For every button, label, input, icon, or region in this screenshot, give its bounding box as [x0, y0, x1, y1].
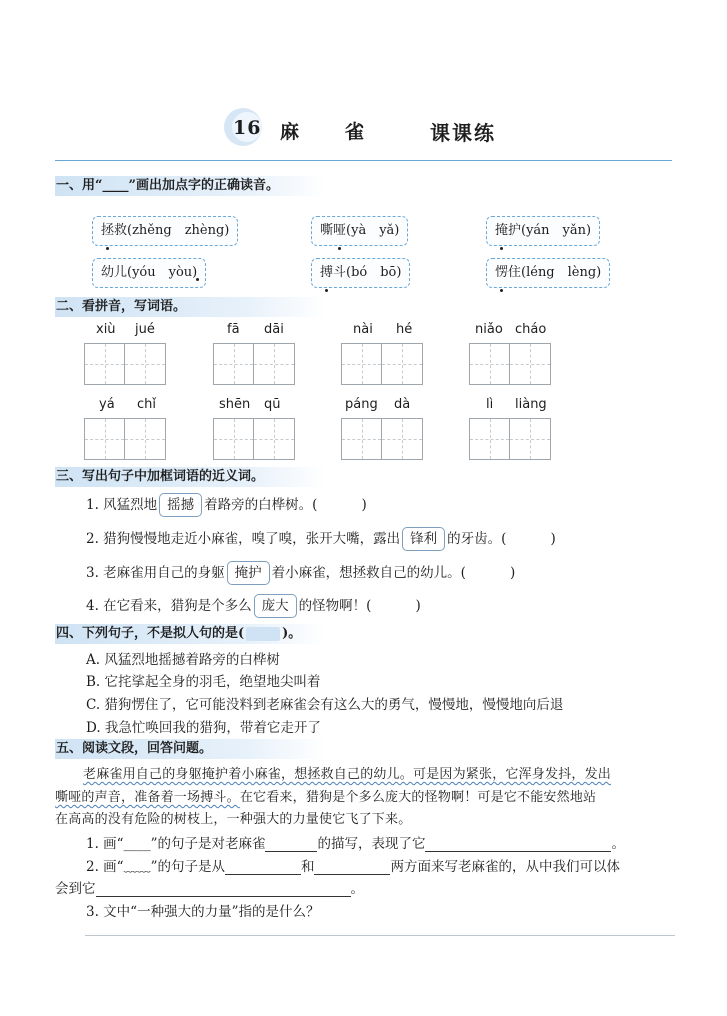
- writing-grid[interactable]: [469, 418, 551, 460]
- pinyin-4a: niǎo: [475, 322, 503, 337]
- answer-blank[interactable]: [314, 860, 390, 875]
- reading-question-1: [86, 832, 625, 852]
- pinyin-choice-item[interactable]: [486, 258, 610, 288]
- lesson-number: 16: [233, 117, 262, 139]
- pinyin-choice-item[interactable]: [486, 216, 600, 246]
- reading-question-2-cont: [55, 877, 364, 897]
- question-text: 4. 在它看来，猎狗是个多么: [86, 598, 252, 614]
- reading-question-2: [86, 855, 620, 875]
- pinyin-choice-item[interactable]: [311, 258, 410, 288]
- pinyin-5a: yá: [99, 397, 115, 412]
- section1-title-suffix: ”画出加点字的正确读音。: [128, 178, 279, 193]
- pinyin-6a: shēn: [219, 397, 251, 412]
- pinyin-4b: cháo: [515, 322, 547, 337]
- question-text: 的牙齿。(: [447, 531, 507, 547]
- question-text: 着路旁的白桦树。(: [204, 497, 318, 513]
- q-text: 1. 画“: [86, 836, 124, 852]
- q-text: 。: [611, 836, 625, 852]
- answer-blank[interactable]: [96, 882, 351, 897]
- section1-title-prefix: 一、用“: [56, 178, 103, 193]
- pinyin-7b: dà: [394, 397, 411, 412]
- q-text: ”的句子是从: [150, 859, 225, 875]
- header-divider: [55, 160, 672, 161]
- dotted-character: 拯: [101, 217, 114, 245]
- item-text-pre: 幼儿(yóu yòu): [101, 265, 198, 280]
- question-text: 2. 猎狗慢慢地走近小麻雀，嗅了嗅，张开大嘴，露出: [86, 531, 401, 547]
- q-text: 和: [300, 859, 315, 875]
- framed-word: 掩护: [227, 561, 270, 585]
- framed-word: 锋利: [402, 527, 445, 551]
- pinyin-1b: jué: [135, 322, 155, 337]
- pinyin-5b: chǐ: [137, 397, 156, 412]
- section4-title-pre: 四、下列句子，不是拟人句的是(: [56, 626, 245, 641]
- section4-title-post: )。: [282, 626, 302, 641]
- option-d[interactable]: D. 我急忙唤回我的猎狗，带着它走开了: [86, 720, 321, 736]
- pinyin-2b: dāi: [264, 322, 284, 337]
- pinyin-choice-item[interactable]: [92, 216, 238, 246]
- synonym-question-3: [86, 561, 515, 585]
- item-text-post: 斗(bó bō): [333, 265, 402, 280]
- writing-grid[interactable]: [213, 418, 295, 460]
- paren-close: ): [550, 531, 556, 547]
- answer-blank[interactable]: [425, 837, 611, 852]
- dotted-character: 掩: [495, 217, 508, 245]
- option-c[interactable]: C. 猎狗愣住了，它可能没料到老麻雀会有这么大的勇气，慢慢地，慢慢地向后退: [86, 697, 564, 713]
- item-text-post: (yà yǎ): [346, 223, 400, 238]
- wavy-mark: ﹏﹏: [123, 859, 151, 875]
- q-text: ”的句子是对老麻雀: [150, 836, 266, 852]
- pinyin-1a: xiù: [96, 322, 116, 337]
- framed-word: 摇撼: [159, 493, 202, 517]
- q-text: 2. 画“: [86, 859, 124, 875]
- synonym-question-4: [86, 594, 421, 618]
- answer-blank[interactable]: [225, 860, 301, 875]
- writing-grid[interactable]: [84, 343, 166, 385]
- dotted-character: 搏: [320, 259, 333, 287]
- choice-answer-slot[interactable]: [246, 627, 280, 641]
- lesson-kind: 课课练: [430, 121, 496, 145]
- section2-heading: 二、看拼音，写词语。: [55, 297, 326, 317]
- section3-heading: 三、写出句子中加框词语的近义词。: [55, 467, 326, 487]
- writing-grid[interactable]: [341, 418, 423, 460]
- paren-close: ): [361, 497, 367, 513]
- underline-mark: ____: [123, 836, 151, 852]
- passage-text: 在它看来，猎狗是个多么庞大的怪物啊！可是它不能安然地站: [239, 790, 597, 805]
- question-text: 3. 老麻雀用自己的身躯: [86, 565, 225, 581]
- q-text: 会到它: [55, 881, 96, 897]
- q-text: 两方面来写老麻雀的，从中我们可以体: [390, 859, 620, 875]
- section1-heading: [55, 176, 326, 196]
- framed-word: 庞大: [254, 594, 297, 618]
- question-text: 1. 风猛烈地: [86, 497, 158, 513]
- item-text-post: 住(léng lèng): [508, 265, 602, 280]
- item-text-post: 护(yán yǎn): [508, 223, 592, 238]
- dotted-character: 哑: [333, 217, 346, 245]
- writing-grid[interactable]: [84, 418, 166, 460]
- answer-blank[interactable]: [265, 837, 317, 852]
- question-text: 的怪物啊！(: [298, 598, 372, 614]
- synonym-question-1: [86, 493, 367, 517]
- pinyin-3a: nài: [353, 322, 373, 337]
- item-text-pre: 嘶: [320, 223, 334, 238]
- section1-title-mark: ____: [102, 178, 129, 193]
- pinyin-3b: hé: [396, 322, 413, 337]
- q-text: 。: [350, 881, 364, 897]
- passage-line-2: [55, 786, 596, 805]
- writing-grid[interactable]: [213, 343, 295, 385]
- pinyin-8b: liàng: [515, 397, 547, 412]
- paren-close: ): [509, 565, 516, 581]
- option-b[interactable]: B. 它挓挲起全身的羽毛，绝望地尖叫着: [86, 674, 321, 690]
- writing-grid[interactable]: [341, 343, 423, 385]
- pinyin-2a: fā: [227, 322, 240, 337]
- pinyin-6b: qū: [264, 397, 281, 412]
- section4-heading: [55, 624, 326, 644]
- synonym-question-2: [86, 527, 556, 551]
- passage-text: 老麻雀用自己的身躯掩护着小麻雀，想拯救自己的幼儿。可是因为紧张，它浑身发抖，发出: [83, 767, 612, 782]
- pinyin-8a: lì: [486, 397, 494, 412]
- passage-wavy-text: 嘶哑的声音，准备着一场搏斗。: [55, 790, 240, 805]
- item-text-post: 救(zhěng zhèng): [114, 223, 230, 238]
- paren-close: ): [415, 598, 421, 614]
- pinyin-7a: páng: [345, 397, 378, 412]
- pinyin-choice-item[interactable]: [92, 258, 206, 288]
- answer-line[interactable]: [85, 935, 675, 936]
- pinyin-choice-item[interactable]: [311, 216, 408, 246]
- question-text: 着小麻雀，想拯救自己的幼儿。(: [271, 565, 466, 581]
- passage-line-3: 在高高的没有危险的树枝上，一种强大的力量使它飞了下来。: [55, 812, 412, 827]
- passage-line-1: [83, 763, 611, 782]
- section5-heading: 五、阅读文段，回答问题。: [55, 739, 326, 759]
- writing-grid[interactable]: [469, 343, 551, 385]
- dotted-character: 愣: [495, 259, 508, 287]
- option-a[interactable]: A. 风猛烈地摇撼着路旁的白桦树: [86, 652, 280, 668]
- lesson-title: 麻雀: [280, 121, 411, 143]
- q-text: 的描写，表现了它: [317, 836, 426, 852]
- reading-question-3: 3. 文中“一种强大的力量”指的是什么？: [86, 904, 320, 920]
